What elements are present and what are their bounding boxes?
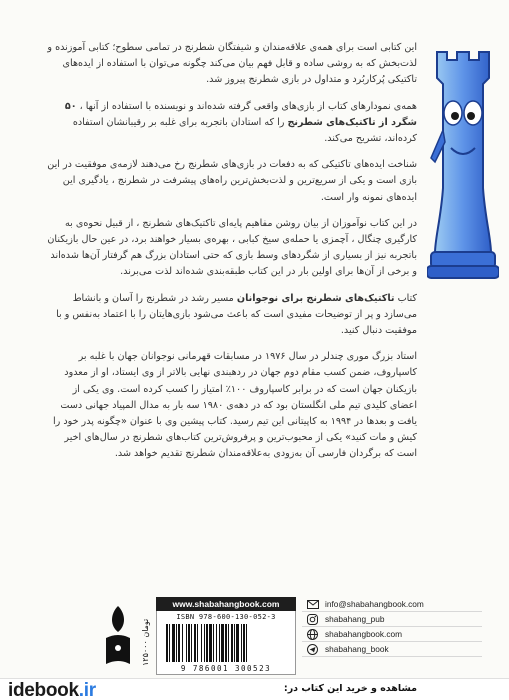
contact-instagram-text: shabahang_pub bbox=[325, 614, 385, 624]
instagram-icon bbox=[306, 614, 319, 625]
barcode-stripe bbox=[188, 624, 190, 662]
barcode-stripe bbox=[228, 624, 229, 662]
contact-row-instagram[interactable] bbox=[302, 612, 482, 627]
barcode-stripe bbox=[219, 624, 220, 662]
barcode-stripe bbox=[169, 624, 170, 662]
paragraph-intro: این کتابی است برای همه‌ی علاقه‌مندان و شیفتگان شطرنج در تمامی سطوح؛ کتابی آموزنده و لذت‌بخش که به روشی ساده و قابل فهم بیان می‌کند چگونه می‌توان با استفاده از ایده‌های تاکتیکی پُرکاربُرد و متداول در بازی شطرنج پیروز شد. bbox=[47, 42, 417, 86]
paragraph-ideas: شناخت ایده‌های تاکتیکی که به دفعات در بازی‌های شطرنج رخ می‌دهند لازمه‌ی موفقیت در این بازی است و یکی از سریع‌ترین و لذت‌بخش‌ترین راه‌های پیشرفت در شطرنج ، یادگیری این ایده‌های نمونه وار است. bbox=[47, 159, 417, 203]
barcode-stripe bbox=[172, 624, 175, 662]
rook-mascot-icon bbox=[427, 38, 499, 288]
barcode-stripe bbox=[209, 624, 212, 662]
idebook-tld: .ir bbox=[78, 680, 96, 700]
barcode-stripe bbox=[166, 624, 168, 662]
contact-row-web[interactable] bbox=[302, 627, 482, 642]
barcode-stripe bbox=[236, 624, 239, 662]
barcode-stripe bbox=[191, 624, 192, 662]
contact-web-text: shabahangbook.com bbox=[325, 629, 403, 639]
barcode-stripe bbox=[204, 624, 205, 662]
idebook-logo[interactable] bbox=[8, 682, 96, 700]
price-label: ۱۲۵۰۰۰ تومان bbox=[141, 618, 150, 666]
barcode-stripe bbox=[206, 624, 208, 662]
barcode-stripe bbox=[176, 624, 177, 662]
barcode-stripe bbox=[197, 624, 198, 662]
telegram-icon bbox=[306, 644, 319, 655]
isbn-text: ISBN 978-600-130-052-3 bbox=[176, 613, 276, 621]
barcode-stripe bbox=[201, 624, 202, 662]
contact-telegram-text: shabahang_book bbox=[325, 644, 389, 654]
barcode-stripe bbox=[213, 624, 214, 662]
paragraph-book: کتاب تاکتیک‌های شطرنج برای نوجوانان مسیر رشد در شطرنج را آسان و بانشاط می‌سازد و پر از توضیحات مفیدی است که باعث می‌شود بازی‌هایتان را با اعتماد به‌نفس و با موفقیت دنبال کنید. bbox=[56, 292, 417, 337]
barcode-number: 9 786001 300523 bbox=[180, 664, 272, 673]
barcode-stripe bbox=[234, 624, 235, 662]
barcode-stripe bbox=[246, 624, 247, 662]
barcode-stripe bbox=[243, 624, 245, 662]
barcode-stripe bbox=[178, 624, 180, 662]
barcode-stripe bbox=[231, 624, 233, 662]
barcode-stripe bbox=[216, 624, 217, 662]
paragraph-diagrams: همه‌ی نمودارهای کتاب از بازی‌های واقعی گرفته شده‌اند و نویسنده با استفاده از آنها ، ۵۰ شگرد از تاکتیک‌های شطرنج را که استادان باتجربه برای غلبه بر رقیبانشان استفاده کرده‌اند، تشریح می‌کند. bbox=[64, 100, 417, 145]
barcode-stripe bbox=[186, 624, 187, 662]
barcode-stripe bbox=[241, 624, 242, 662]
publisher-logo bbox=[100, 602, 136, 668]
paragraph-author: استاد بزرگ موری چندلر در سال ۱۹۷۶ در مسابقات قهرمانی نوجوانان جهان با غلبه بر کاسپاروف، ضمن کسب مقام دوم جهان در ردهبندی نهایی بالاتر از وی ایستاد، او از معدود بازیکنان جهان است که در برابر کاسپاروف ۱۰۰٪ امتیاز را کسب کرده است. وی یکی از اعضای کلیدی تیم ملی انگلستان بود که در دهه‌ی ۱۹۸۰ سه بار به مدال المپیاد جهانی دست یافت و بعدها در ۱۹۹۴ به کاپیتانی این تیم رسید. کتاب پیشین وی با عنوان «چگونه پدر خود را کیش و مات کنید» یکی از محبوب‌ترین و پرفروش‌ترین کتاب‌های شطرنج در سال‌های اخیر است که برگردان فارسی آن به‌زودی به‌علاقه‌مندان شطرنج تقدیم خواهد شد. bbox=[53, 351, 417, 460]
contact-list bbox=[302, 597, 482, 657]
contact-email-text: info@shabahangbook.com bbox=[325, 599, 424, 609]
publisher-logo-icon bbox=[100, 602, 136, 668]
paragraph-beginners: در این کتاب نوآموزان از بیان روشن مفاهیم پایه‌ای تاکتیک‌های شطرنج ، از قبیل نحوه‌ی به کارگیری چنگال ، آچمزی یا حمله‌ی سیخ کبابی ، بهره‌ی بسیار خواهند برد، در عین حال بازیکنان باتجربه نیز از بسیاری از شگردهای وسط بازی که حتی استادان بزرگ هم گرفتار آن‌ها شده‌اند و برخی از آن‌ها برای اولین بار در این کتاب طبقه‌بندی شده‌اند لذت می‌برند. bbox=[47, 217, 417, 278]
barcode-stripe bbox=[182, 624, 183, 662]
barcode-stripe bbox=[194, 624, 196, 662]
contact-row-email[interactable] bbox=[302, 597, 482, 612]
email-icon bbox=[306, 599, 319, 610]
web-icon bbox=[306, 629, 319, 640]
contact-row-telegram[interactable] bbox=[302, 642, 482, 657]
barcode-stripe bbox=[225, 624, 227, 662]
watermark-caption: مشاهده و خرید این کتاب در: bbox=[283, 683, 417, 694]
description-text bbox=[47, 40, 417, 473]
idebook-brand: idebook bbox=[8, 680, 79, 700]
barcode-stripe bbox=[221, 624, 224, 662]
barcode-bars bbox=[164, 624, 288, 662]
website-strip[interactable]: www.shabahangbook.com bbox=[156, 597, 296, 611]
